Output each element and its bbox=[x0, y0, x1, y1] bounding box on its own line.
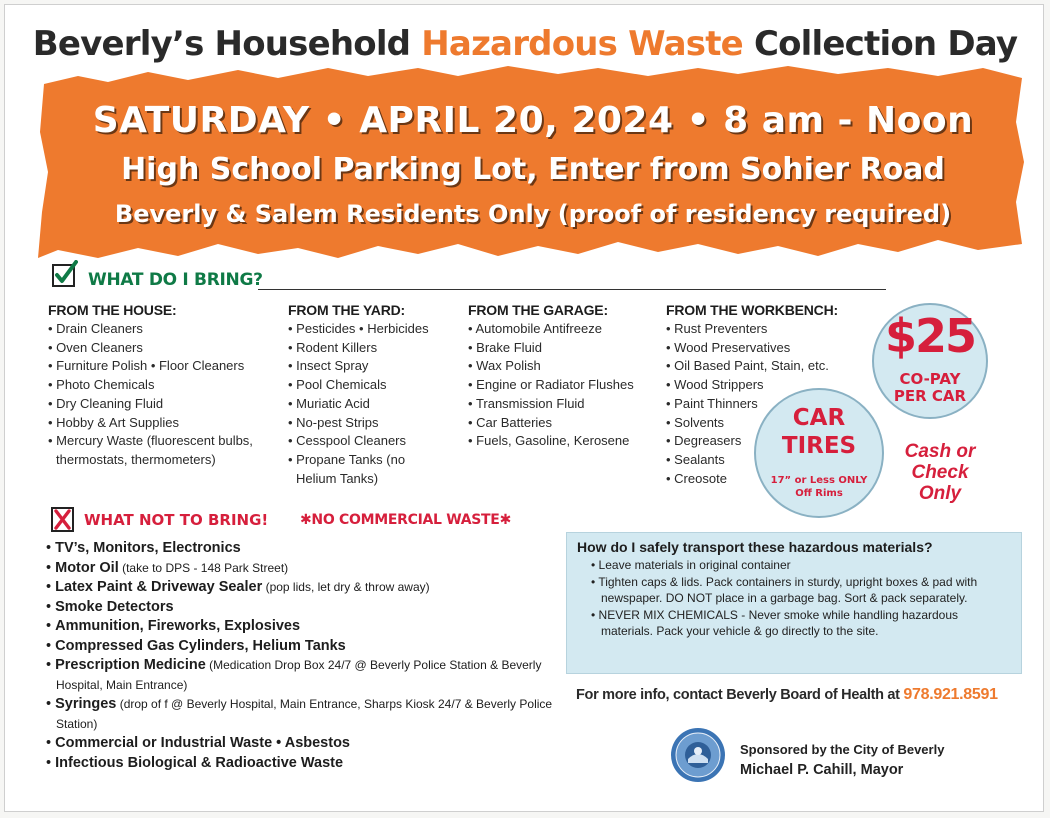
list-item: • Oven Cleaners bbox=[48, 339, 143, 355]
transport-info-box bbox=[566, 532, 1022, 674]
list-item: • Photo Chemicals bbox=[48, 377, 155, 393]
list-item: • Degreasers bbox=[666, 433, 742, 449]
list-item: • Leave materials in original container bbox=[591, 558, 791, 572]
payment-note: Cash or Check Only bbox=[904, 441, 976, 504]
list-item: • Fuels, Gasoline, Kerosene bbox=[468, 433, 630, 449]
x-box-icon bbox=[50, 506, 76, 533]
list-item: • Rodent Killers bbox=[288, 339, 378, 355]
list-item: • TV’s, Monitors, Electronics bbox=[46, 540, 241, 556]
list-item: • Rust Preventers bbox=[666, 321, 768, 336]
copay-label: CO-PAY PER CAR bbox=[893, 370, 967, 405]
car-tires-badge bbox=[754, 388, 884, 518]
car-tires-label: CAR TIRES bbox=[781, 405, 857, 459]
list-item: • Commercial or Industrial Waste • Asbestos bbox=[46, 735, 350, 751]
event-date-time: SATURDAY • APRIL 20, 2024 • 8 am - Noon bbox=[92, 100, 974, 141]
list-item: • Smoke Detectors bbox=[46, 598, 174, 615]
list-item: • Oil Based Paint, Stain, etc. bbox=[666, 358, 829, 374]
not-to-bring-list bbox=[46, 539, 566, 773]
list-item: • Dry Cleaning Fluid bbox=[48, 395, 164, 411]
what-not-to-bring-title: WHAT NOT TO BRING! bbox=[84, 511, 269, 529]
event-eligibility: Beverly & Salem Residents Only (proof of residency required) bbox=[114, 200, 952, 228]
list-item: • Motor Oil (take to DPS - 148 Park Street) bbox=[46, 559, 289, 576]
list-item: • Wood Preservatives bbox=[666, 339, 791, 355]
event-banner bbox=[38, 62, 1028, 262]
from-house-column bbox=[48, 300, 278, 470]
list-item: • Automobile Antifreeze bbox=[468, 321, 602, 336]
list-item: • Latex Paint & Driveway Sealer (pop lids, let dry & throw away) bbox=[46, 579, 430, 595]
car-tires-note: 17” or Less ONLY Off Rims bbox=[770, 475, 868, 499]
list-item: • Pesticides • Herbicides bbox=[288, 321, 429, 336]
column-heading: FROM THE HOUSE: bbox=[48, 302, 177, 318]
list-item: • Wood Strippers bbox=[666, 377, 764, 393]
list-item: • Solvents bbox=[666, 414, 725, 430]
list-item: • Sealants bbox=[666, 451, 725, 467]
transport-tips-list bbox=[577, 557, 1013, 640]
copay-amount: $25 bbox=[884, 309, 976, 363]
list-item: • Compressed Gas Cylinders, Helium Tanks bbox=[46, 637, 346, 654]
list-item: • Syringes (drop of f @ Beverly Hospital, Main Entrance, Sharps Kiosk 24/7 & Beverly Police Station) bbox=[46, 696, 553, 731]
transport-title: How do I safely transport these hazardous materials? bbox=[577, 539, 933, 555]
phone-number: 978.921.8591 bbox=[903, 686, 998, 703]
list-item: • Infectious Biological & Radioactive Waste bbox=[46, 754, 344, 771]
list-item: • Prescription Medicine (Medication Drop Box 24/7 @ Beverly Police Station & Beverly Hospital, Main Entrance) bbox=[46, 657, 542, 692]
list-item: • Muriatic Acid bbox=[288, 395, 370, 411]
list-item: • No-pest Strips bbox=[288, 414, 379, 430]
column-heading: FROM THE WORKBENCH: bbox=[666, 302, 838, 318]
from-yard-column bbox=[288, 300, 468, 488]
list-item: • Car Batteries bbox=[468, 414, 553, 430]
no-commercial-waste-note: ✱NO COMMERCIAL WASTE✱ bbox=[300, 512, 511, 528]
city-seal-icon bbox=[670, 727, 726, 783]
section-divider bbox=[258, 289, 886, 290]
list-item: • NEVER MIX CHEMICALS - Never smoke while handling hazardous materials. Pack your vehicle & go directly to the site. bbox=[591, 607, 959, 638]
what-to-bring-title: WHAT DO I BRING? bbox=[88, 270, 263, 290]
list-item: • Cesspool Cleaners bbox=[288, 433, 407, 449]
list-item: • Drain Cleaners bbox=[48, 321, 143, 336]
list-item: • Furniture Polish • Floor Cleaners bbox=[48, 358, 245, 374]
list-item: • Mercury Waste (fluorescent bulbs, thermostats, thermometers) bbox=[48, 433, 253, 467]
check-box-icon bbox=[50, 260, 78, 288]
list-item: • Insect Spray bbox=[288, 358, 369, 374]
list-item: • Tighten caps & lids. Pack containers in sturdy, upright boxes & pad with newspaper. DO NOT place in a garbage bag. Sort & pack separately. bbox=[591, 574, 978, 605]
title-part-1: Beverly’s Household bbox=[32, 24, 422, 64]
list-item: • Propane Tanks (no Helium Tanks) bbox=[288, 451, 406, 486]
yard-items-list bbox=[288, 320, 468, 488]
house-items-list bbox=[48, 320, 278, 470]
page-title bbox=[0, 24, 1050, 64]
from-garage-column bbox=[468, 300, 668, 451]
list-item: • Ammunition, Fireworks, Explosives bbox=[46, 618, 301, 634]
mayor-name: Michael P. Cahill, Mayor bbox=[740, 762, 904, 778]
list-item: • Wax Polish bbox=[468, 358, 541, 374]
list-item: • Brake Fluid bbox=[468, 339, 542, 355]
list-item: • Engine or Radiator Flushes bbox=[468, 377, 634, 393]
title-part-2: Collection Day bbox=[742, 24, 1018, 64]
list-item: • Paint Thinners bbox=[666, 395, 758, 411]
list-item: • Pool Chemicals bbox=[288, 377, 387, 393]
title-accent: Hazardous Waste bbox=[421, 24, 743, 64]
list-item: • Hobby & Art Supplies bbox=[48, 414, 180, 430]
column-heading: FROM THE YARD: bbox=[288, 302, 405, 318]
event-location: High School Parking Lot, Enter from Sohier Road bbox=[121, 152, 945, 187]
column-heading: FROM THE GARAGE: bbox=[468, 302, 608, 318]
garage-items-list bbox=[468, 320, 668, 451]
sponsor-text: Sponsored by the City of Beverly bbox=[740, 742, 945, 757]
contact-info: For more info, contact Beverly Board of Health at 978.921.8591 bbox=[576, 686, 998, 703]
copay-badge bbox=[872, 303, 988, 419]
list-item: • Transmission Fluid bbox=[468, 395, 585, 411]
list-item: • Creosote bbox=[666, 470, 727, 486]
